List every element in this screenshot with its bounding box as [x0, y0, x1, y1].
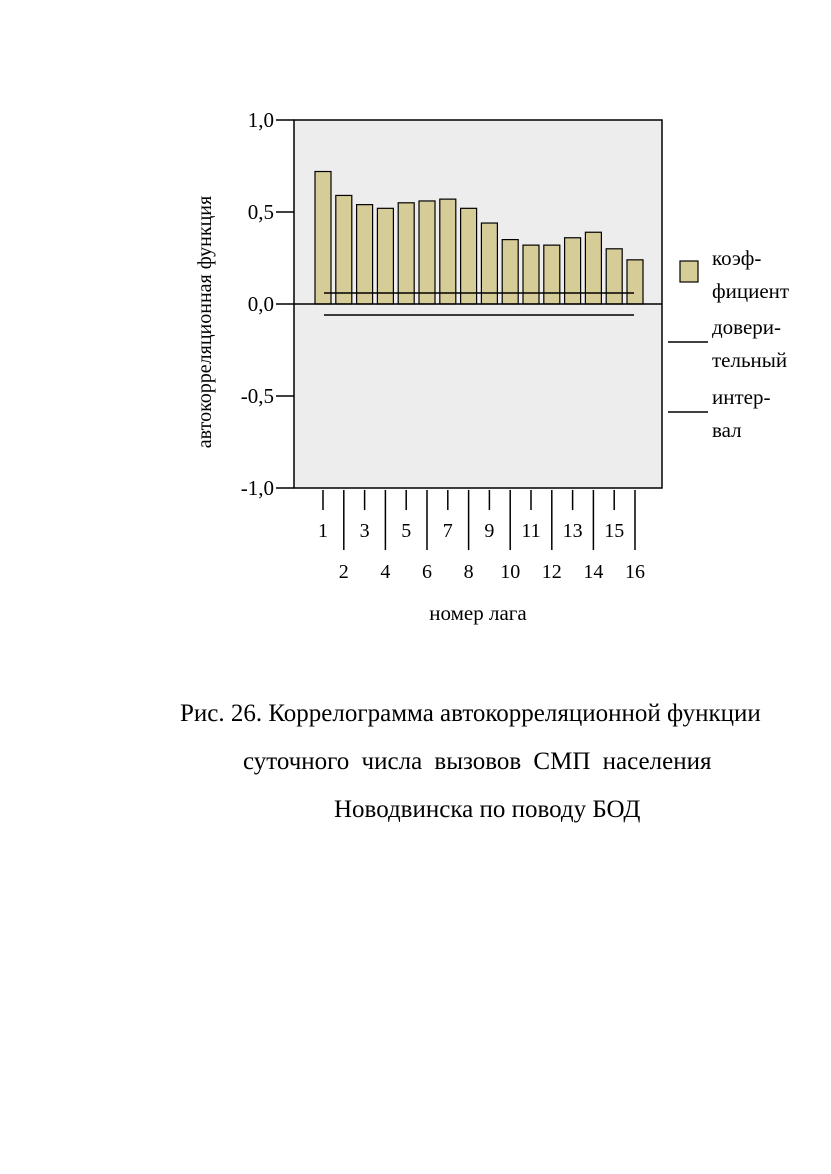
legend-bar-swatch	[680, 261, 698, 282]
y-axis-label: автокорреляционная функция	[194, 195, 216, 449]
x-tick-label: 16	[625, 561, 645, 583]
bar-lag-15	[606, 249, 622, 304]
bar-lag-8	[461, 208, 477, 304]
legend	[668, 246, 789, 442]
bar-lag-16	[627, 260, 643, 304]
bar-lag-7	[440, 199, 456, 304]
figure-caption-line-3: Новодвинска по поводу БОД	[334, 796, 641, 823]
y-tick-label: 0,5	[247, 200, 274, 224]
legend-label: вал	[712, 418, 742, 442]
x-tick-label: 6	[422, 561, 432, 583]
legend-label: тельный	[712, 348, 788, 372]
x-tick-label: 1	[318, 520, 328, 542]
x-tick-label: 12	[541, 561, 562, 583]
x-tick-label: 13	[562, 520, 583, 542]
x-tick-label: 4	[380, 561, 391, 583]
y-tick-label: -1,0	[240, 476, 274, 500]
x-tick-label: 14	[583, 561, 604, 583]
legend-label: коэф-	[712, 246, 762, 270]
x-axis-label: номер лага	[429, 601, 527, 625]
x-tick-label: 10	[500, 561, 521, 583]
bar-lag-9	[481, 223, 497, 304]
legend-label: интер-	[712, 385, 771, 409]
x-tick-label: 7	[442, 520, 453, 542]
bar-lag-5	[398, 203, 414, 304]
y-tick-label: -0,5	[240, 384, 274, 408]
bar-lag-4	[377, 208, 393, 304]
bar-lag-10	[502, 240, 518, 304]
bar-lag-6	[419, 201, 435, 304]
x-axis	[318, 490, 645, 583]
legend-label: довери-	[712, 315, 782, 339]
bar-lag-12	[544, 245, 560, 304]
x-tick-label: 8	[463, 561, 474, 583]
y-tick-label: 0,0	[247, 292, 274, 316]
figure-caption-line-1: Рис. 26. Коррелограмма автокорреляционной функции	[180, 700, 761, 727]
legend-label: фициент	[712, 279, 790, 303]
y-tick-label: 1,0	[247, 108, 274, 132]
bar-lag-13	[565, 238, 581, 304]
bar-lag-1	[315, 172, 331, 304]
bar-lag-11	[523, 245, 539, 304]
figure-caption-line-2: суточного числа вызовов СМП населения	[243, 748, 712, 775]
x-tick-label: 5	[401, 520, 412, 542]
y-axis	[241, 108, 294, 500]
bar-lag-2	[336, 195, 352, 304]
x-tick-label: 2	[338, 561, 349, 583]
x-tick-label: 3	[359, 520, 370, 542]
x-tick-label: 15	[604, 520, 625, 542]
bar-lag-3	[357, 205, 373, 304]
x-tick-label: 11	[521, 520, 541, 542]
x-tick-label: 9	[484, 520, 495, 542]
